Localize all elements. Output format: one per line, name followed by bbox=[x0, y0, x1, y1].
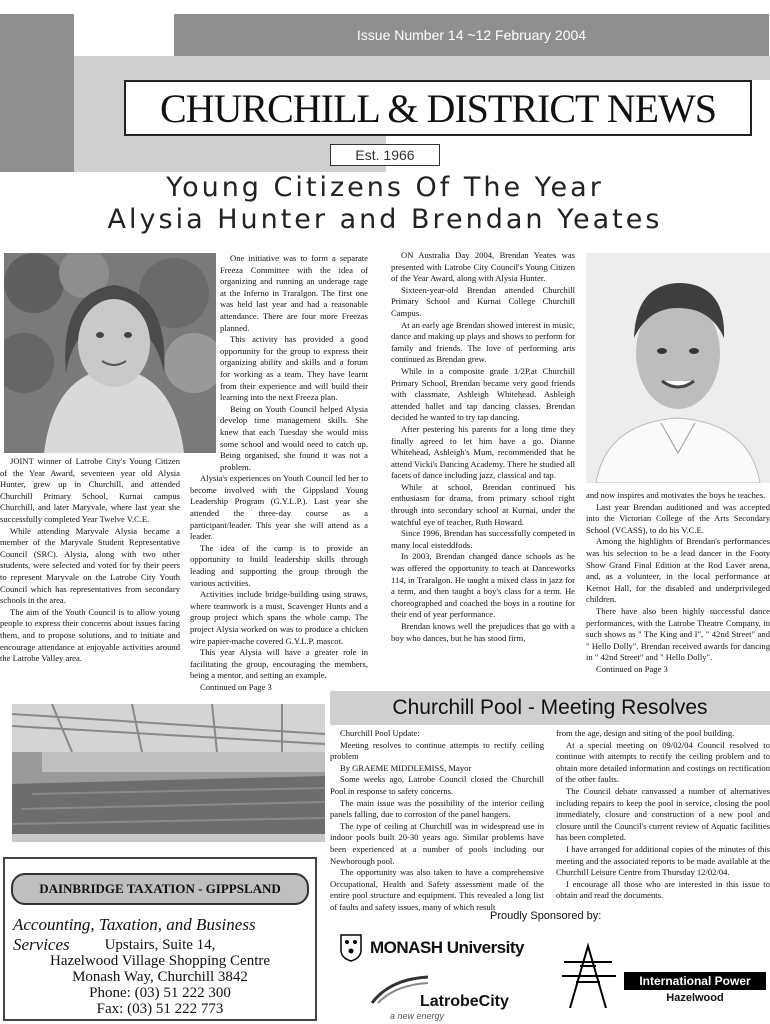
power-pylon-icon bbox=[560, 942, 620, 1008]
paragraph: Brendan knows well the prejudices that go with a boy who dances, but he has stood firm, bbox=[391, 621, 575, 643]
monash-logo bbox=[340, 930, 550, 966]
taxation-advertisement bbox=[3, 857, 317, 1021]
paragraph: Since 1996, Brendan has successfully competed in many local eisteddfods. bbox=[391, 528, 575, 550]
paragraph: JOINT winner of Latrobe City's Young Citizen of the Year Award, seventeen year old Alysia Hunter, grew up in Churchill, and attended Churchill Primary School, Kurnai campus Churchill, and later Maryvale, where last year she successfully completed Year Twelve V.C.E. bbox=[0, 456, 180, 524]
pool-article-col2 bbox=[556, 728, 770, 902]
international-power-logo bbox=[560, 942, 768, 1008]
continued-note: Continued on Page 3 bbox=[596, 663, 668, 674]
paragraph: ON Australia Day 2004, Brendan Yeates was presented with Latrobe City Council's Young Citizen of the Year Award, along with Alysia Hunter. bbox=[391, 250, 575, 284]
paragraph: Among the highlights of Brendan's performances was his selection to be a lead dancer in the Footy Show Grand Final Edition at the Rod Laver arena, and, as a volunteer, in the local performance at Kernot Hall, for the disabled and underprivileged children. bbox=[586, 536, 770, 605]
continued-note: Continued on Page 3 bbox=[200, 681, 272, 692]
paragraph: The Council debate canvassed a number of alternatives including repairs to keep the pool in service, closing the pool immediately, closure and construction of a new pool and closure until the Council's current review of Aquatic facilities has been completed. bbox=[556, 785, 770, 843]
paragraph: This year Alysia will have a greater role in facilitating the group, encouraging the members, being a mentor, and setting an example. bbox=[190, 647, 368, 681]
ad-phone: Phone: (03) 51 222 300 bbox=[89, 985, 231, 1001]
headline-line2: Alysia Hunter and Brendan Yeates bbox=[107, 204, 663, 235]
paragraph: At a special meeting on 09/02/04 Council resolved to continue with attempts to rectify the ceiling problem and to obtain more detailed information and costings on rectification of the other faults. bbox=[556, 739, 770, 785]
paragraph: I have arranged for additional copies of the minutes of this meeting and the associated reports to be made available at the Churchill Leisure Centre from Thursday 12/02/04. bbox=[556, 843, 770, 878]
paragraph: While attending Maryvale Alysia became a member of the Maryvale Student Representative Council (SRC). Alysia, along with two other students, were selected and voted for by their peers to represent Maryvale on the Latrobe City Youth Council which has representatives from secondary schools in the area. bbox=[0, 525, 180, 606]
paragraph: I encourage all those who are interested in this issue to obtain and read the documents. bbox=[556, 878, 770, 901]
paragraph: Activities include bridge-building using straws, where teamwork is a must, Scavenger Hunts and a group project which spans the whole camp. The project Alysia worked on was to produce a chicken wire papier-mache covered G.Y.L.P. mascot. bbox=[190, 589, 368, 646]
decor-left-block bbox=[0, 14, 74, 172]
paragraph: At an early age Brendan showed interest in music, dance and making up plays and shows to perform for family and friends. The love of performing arts continued as Brendan grew. bbox=[391, 319, 575, 365]
monash-name: MONASH University bbox=[370, 938, 524, 957]
paragraph: The opportunity was also taken to have a comprehensive Occupational, Health and Safety assessment made of the entire pool structure and equipment. This revealed a long list of faults and safety issues, many of which result bbox=[330, 867, 544, 912]
paragraph: The idea of the camp is to provide an opportunity to build leadership skills through leading and supporting the group through the various activities. bbox=[190, 542, 368, 588]
paragraph: One initiative was to form a separate Freeza Committee with the idea of organizing and running an underage rage at the Inferno in Traralgon. The first one was held last year and had a reasonable attendance. There are four more Freezas planned. bbox=[220, 253, 368, 333]
brendan-photo bbox=[586, 253, 770, 483]
established-label: Est. 1966 bbox=[330, 144, 440, 166]
ad-address-line: Upstairs, Suite 14, bbox=[104, 937, 216, 953]
latrobe-name: LatrobeCity bbox=[420, 993, 509, 1010]
ad-address-line: Hazelwood Village Shopping Centre bbox=[49, 953, 271, 969]
brendan-article-col2 bbox=[586, 490, 770, 676]
paragraph: Last year Brendan auditioned and was accepted into the Victorian College of the Arts Secondary School (VCASS), to do his V.C.E. bbox=[586, 501, 770, 535]
brendan-article-col1 bbox=[391, 250, 575, 644]
paragraph: and now inspires and motivates the boys he teaches. bbox=[586, 490, 766, 500]
alysia-article-col1 bbox=[0, 456, 180, 665]
paragraph: This activity has provided a good opportunity for the group to express their organizing ability and skills and a forum for working as a team. They have learnt from their experience and will build their learning into the next Freeza plan. bbox=[220, 334, 368, 403]
ad-title: DAINBRIDGE TAXATION - GIPPSLAND bbox=[11, 873, 309, 905]
pool-photo bbox=[12, 704, 325, 842]
latrobe-tagline: a new energy bbox=[390, 1011, 445, 1021]
paragraph: Meeting resolves to continue attempts to rectify ceiling problem bbox=[330, 739, 544, 762]
paragraph: While in a composite grade 1/2P,at Churchill Primary School, Brendan became very good friends with classmate, Ashleigh Whitehead. Ashleigh attended ballet and tap dancing classes. Brendan decided he wanted to try tap dancing. bbox=[391, 365, 575, 423]
masthead-title: CHURCHILL & DISTRICT NEWS bbox=[124, 80, 752, 136]
pool-heading: Churchill Pool - Meeting Resolves bbox=[330, 691, 770, 725]
ad-address-line: Monash Way, Churchill 3842 bbox=[72, 969, 248, 985]
latrobe-logo bbox=[370, 975, 540, 1021]
paragraph: Alysia's experiences on Youth Council led her to become involved with the Gippsland Young Leadership Program (G.Y.L.P.). Last year she attended the three-day course as a participant/leader. This year she will attend as a leader. bbox=[190, 473, 368, 542]
paragraph: By GRAEME MIDDLEMISS, Mayor bbox=[340, 762, 472, 773]
paragraph: While at school, Brendan continued his enthusiasm for drama, from primary school right through into secondary school at Kurnai, under the watchful eye of teacher, Ruth Howard. bbox=[391, 481, 575, 527]
ad-fax: Fax: (03) 51 222 773 bbox=[96, 1001, 224, 1017]
paragraph: Some weeks ago, Latrobe Council closed the Churchill Pool in response to safety concerns. bbox=[330, 774, 544, 796]
ip-site: Hazelwood bbox=[666, 992, 724, 1004]
paragraph: The main issue was the possibility of the interior ceiling panels falling, due to corrosion of the panel hangers. bbox=[330, 797, 544, 820]
paragraph: The type of ceiling at Churchill was in widespread use in indoor pools built 20-30 years ago. Similar problems have been experienced at a number of pools including our Newborough pool. bbox=[330, 820, 544, 866]
decor-band-right bbox=[386, 56, 770, 80]
issue-line: Issue Number 14 ~12 February 2004 bbox=[174, 14, 769, 56]
headline-line1: Young Citizens Of The Year bbox=[166, 172, 604, 203]
paragraph: The aim of the Youth Council is to allow young people to express their concerns about issues facing them, and to propose solutions, and to initiate and encourage attendance at enjoyable activities around the Latrobe Valley area. bbox=[0, 606, 180, 664]
ip-name: International Power bbox=[624, 972, 766, 990]
alysia-article-col2 bbox=[190, 253, 368, 694]
paragraph: There have also been highly successful dance performances, with the Latrobe Theatre Company, in such shows as " The King and I", " 42nd Street" and " Hello Dolly". Brendan received awards for dancing in " 42nd Street" and " Hello Dolly". bbox=[586, 605, 770, 663]
paragraph: Sixteen-year-old Brendan attended Churchill Primary School and Kurnai College Churchill Campus. bbox=[391, 284, 575, 318]
paragraph: Churchill Pool Update: bbox=[340, 728, 420, 738]
pool-article-col1 bbox=[330, 728, 544, 914]
paragraph: Being on Youth Council helped Alysia develop time management skills. She knew that each Tuesday she would miss some school and would need to catch up. Being organised, she found it was not a problem. bbox=[220, 403, 368, 472]
monash-crest-icon bbox=[340, 934, 362, 962]
alysia-photo bbox=[4, 253, 216, 453]
ad-subtitle: Accounting, Taxation, and Business Services bbox=[13, 915, 256, 954]
paragraph: from the age, design and siting of the pool building. bbox=[556, 728, 735, 738]
paragraph: After pestering his parents for a long time they finally agreed to let him have a go. Dianne Whitehead, Ashleigh's Mum, recommended that he attend Vicki's Dancing Academy. There he studied all facets of dance including jazz, classical and tap. bbox=[391, 423, 575, 481]
sponsor-label: Proudly Sponsored by: bbox=[490, 910, 602, 922]
paragraph: In 2003, Brendan changed dance schools as he was offered the opportunity to teach at Danceworks 114, in Traralgon. He taught a mixed class in jazz for a term, and then taught a boy's class for a term. He choreographed and coached the boys in a routine for their end of year performance. bbox=[391, 551, 575, 620]
